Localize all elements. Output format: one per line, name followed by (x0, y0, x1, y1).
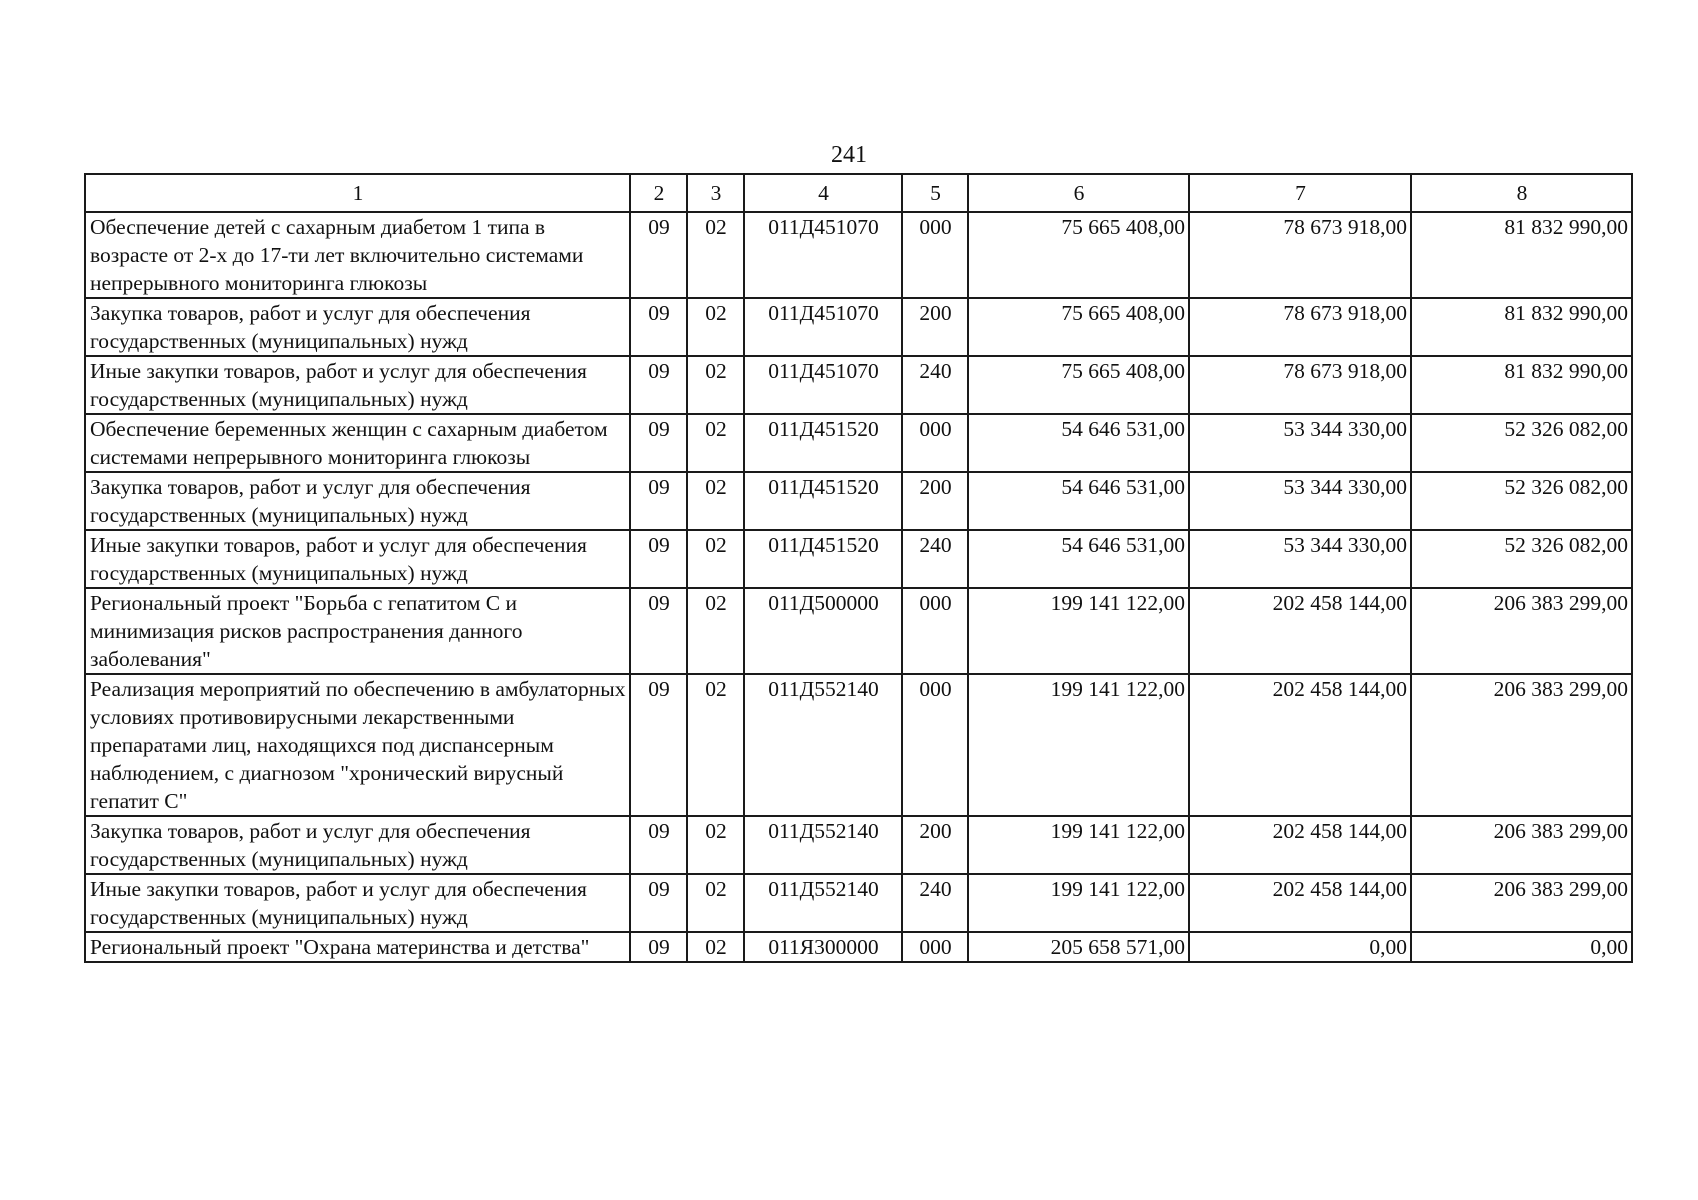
row-target-code: 011Д552140 (744, 674, 902, 816)
row-amount-7: 202 458 144,00 (1189, 588, 1411, 674)
row-section: 09 (630, 530, 687, 588)
row-section: 09 (630, 588, 687, 674)
row-expense-type: 000 (902, 588, 968, 674)
row-name: Обеспечение детей с сахарным диабетом 1 типа в возрасте от 2-х до 17-ти лет включительно системами непрерывного мониторинга глюкозы (85, 212, 630, 298)
row-subsection: 02 (687, 356, 744, 414)
row-expense-type: 240 (902, 356, 968, 414)
page-number: 241 (831, 142, 867, 168)
row-name: Обеспечение беременных женщин с сахарным диабетом системами непрерывного мониторинга глюкозы (85, 414, 630, 472)
row-amount-7: 202 458 144,00 (1189, 674, 1411, 816)
row-amount-8: 206 383 299,00 (1411, 588, 1632, 674)
row-name: Региональный проект "Борьба с гепатитом С и минимизация рисков распространения данного заболевания" (85, 588, 630, 674)
row-amount-6: 75 665 408,00 (968, 298, 1189, 356)
row-amount-8: 206 383 299,00 (1411, 816, 1632, 874)
row-expense-type: 000 (902, 212, 968, 298)
table-row (85, 414, 1632, 472)
row-subsection: 02 (687, 588, 744, 674)
row-subsection: 02 (687, 816, 744, 874)
header-col-6: 6 (968, 174, 1189, 212)
row-section: 09 (630, 414, 687, 472)
row-amount-8: 81 832 990,00 (1411, 356, 1632, 414)
row-subsection: 02 (687, 298, 744, 356)
row-amount-7: 78 673 918,00 (1189, 212, 1411, 298)
row-amount-8: 206 383 299,00 (1411, 874, 1632, 932)
row-amount-8: 0,00 (1411, 932, 1632, 962)
row-subsection: 02 (687, 212, 744, 298)
row-target-code: 011Д451520 (744, 414, 902, 472)
header-col-1: 1 (85, 174, 630, 212)
row-amount-8: 52 326 082,00 (1411, 472, 1632, 530)
header-col-5: 5 (902, 174, 968, 212)
row-name: Региональный проект "Охрана материнства и детства" (85, 932, 630, 962)
row-subsection: 02 (687, 874, 744, 932)
row-expense-type: 000 (902, 674, 968, 816)
row-amount-6: 199 141 122,00 (968, 674, 1189, 816)
row-target-code: 011Я300000 (744, 932, 902, 962)
row-section: 09 (630, 298, 687, 356)
table-row (85, 874, 1632, 932)
row-subsection: 02 (687, 472, 744, 530)
row-amount-7: 53 344 330,00 (1189, 472, 1411, 530)
row-amount-6: 75 665 408,00 (968, 212, 1189, 298)
row-amount-8: 52 326 082,00 (1411, 414, 1632, 472)
row-subsection: 02 (687, 932, 744, 962)
row-subsection: 02 (687, 674, 744, 816)
row-expense-type: 000 (902, 414, 968, 472)
row-section: 09 (630, 874, 687, 932)
row-expense-type: 240 (902, 530, 968, 588)
row-name: Реализация мероприятий по обеспечению в амбулаторных условиях противовирусными лекарственными препаратами лиц, находящихся под диспансерным наблюдением, с диагнозом "хронический вирусный гепатит С" (85, 674, 630, 816)
header-col-8: 8 (1411, 174, 1632, 212)
row-amount-8: 52 326 082,00 (1411, 530, 1632, 588)
row-target-code: 011Д451520 (744, 530, 902, 588)
table-row (85, 816, 1632, 874)
row-amount-6: 199 141 122,00 (968, 816, 1189, 874)
row-section: 09 (630, 816, 687, 874)
header-row (85, 174, 1632, 212)
table-row (85, 212, 1632, 298)
row-target-code: 011Д552140 (744, 874, 902, 932)
table-row (85, 356, 1632, 414)
row-amount-8: 81 832 990,00 (1411, 298, 1632, 356)
table-row (85, 298, 1632, 356)
row-expense-type: 200 (902, 472, 968, 530)
row-name: Иные закупки товаров, работ и услуг для обеспечения государственных (муниципальных) нужд (85, 530, 630, 588)
header-col-3: 3 (687, 174, 744, 212)
row-name: Закупка товаров, работ и услуг для обеспечения государственных (муниципальных) нужд (85, 298, 630, 356)
row-section: 09 (630, 212, 687, 298)
row-amount-7: 78 673 918,00 (1189, 356, 1411, 414)
row-target-code: 011Д451520 (744, 472, 902, 530)
row-target-code: 011Д451070 (744, 212, 902, 298)
row-section: 09 (630, 932, 687, 962)
row-name: Иные закупки товаров, работ и услуг для обеспечения государственных (муниципальных) нужд (85, 874, 630, 932)
row-amount-6: 54 646 531,00 (968, 472, 1189, 530)
row-name: Иные закупки товаров, работ и услуг для обеспечения государственных (муниципальных) нужд (85, 356, 630, 414)
row-amount-6: 199 141 122,00 (968, 588, 1189, 674)
header-col-2: 2 (630, 174, 687, 212)
header-col-7: 7 (1189, 174, 1411, 212)
row-amount-6: 75 665 408,00 (968, 356, 1189, 414)
row-target-code: 011Д451070 (744, 356, 902, 414)
row-expense-type: 200 (902, 816, 968, 874)
row-section: 09 (630, 674, 687, 816)
row-name: Закупка товаров, работ и услуг для обеспечения государственных (муниципальных) нужд (85, 816, 630, 874)
budget-table (84, 173, 1633, 963)
table-row (85, 932, 1632, 962)
row-subsection: 02 (687, 530, 744, 588)
row-expense-type: 240 (902, 874, 968, 932)
row-amount-7: 78 673 918,00 (1189, 298, 1411, 356)
row-amount-6: 205 658 571,00 (968, 932, 1189, 962)
row-expense-type: 200 (902, 298, 968, 356)
row-amount-7: 53 344 330,00 (1189, 530, 1411, 588)
row-amount-6: 54 646 531,00 (968, 530, 1189, 588)
table-row (85, 530, 1632, 588)
row-target-code: 011Д500000 (744, 588, 902, 674)
row-amount-7: 202 458 144,00 (1189, 874, 1411, 932)
row-amount-7: 53 344 330,00 (1189, 414, 1411, 472)
row-expense-type: 000 (902, 932, 968, 962)
row-amount-6: 54 646 531,00 (968, 414, 1189, 472)
row-amount-7: 0,00 (1189, 932, 1411, 962)
row-subsection: 02 (687, 414, 744, 472)
row-section: 09 (630, 356, 687, 414)
row-amount-7: 202 458 144,00 (1189, 816, 1411, 874)
row-section: 09 (630, 472, 687, 530)
row-target-code: 011Д552140 (744, 816, 902, 874)
table-row (85, 588, 1632, 674)
row-amount-8: 206 383 299,00 (1411, 674, 1632, 816)
row-target-code: 011Д451070 (744, 298, 902, 356)
row-amount-6: 199 141 122,00 (968, 874, 1189, 932)
table-row (85, 472, 1632, 530)
row-amount-8: 81 832 990,00 (1411, 212, 1632, 298)
row-name: Закупка товаров, работ и услуг для обеспечения государственных (муниципальных) нужд (85, 472, 630, 530)
table-row (85, 674, 1632, 816)
header-col-4: 4 (744, 174, 902, 212)
